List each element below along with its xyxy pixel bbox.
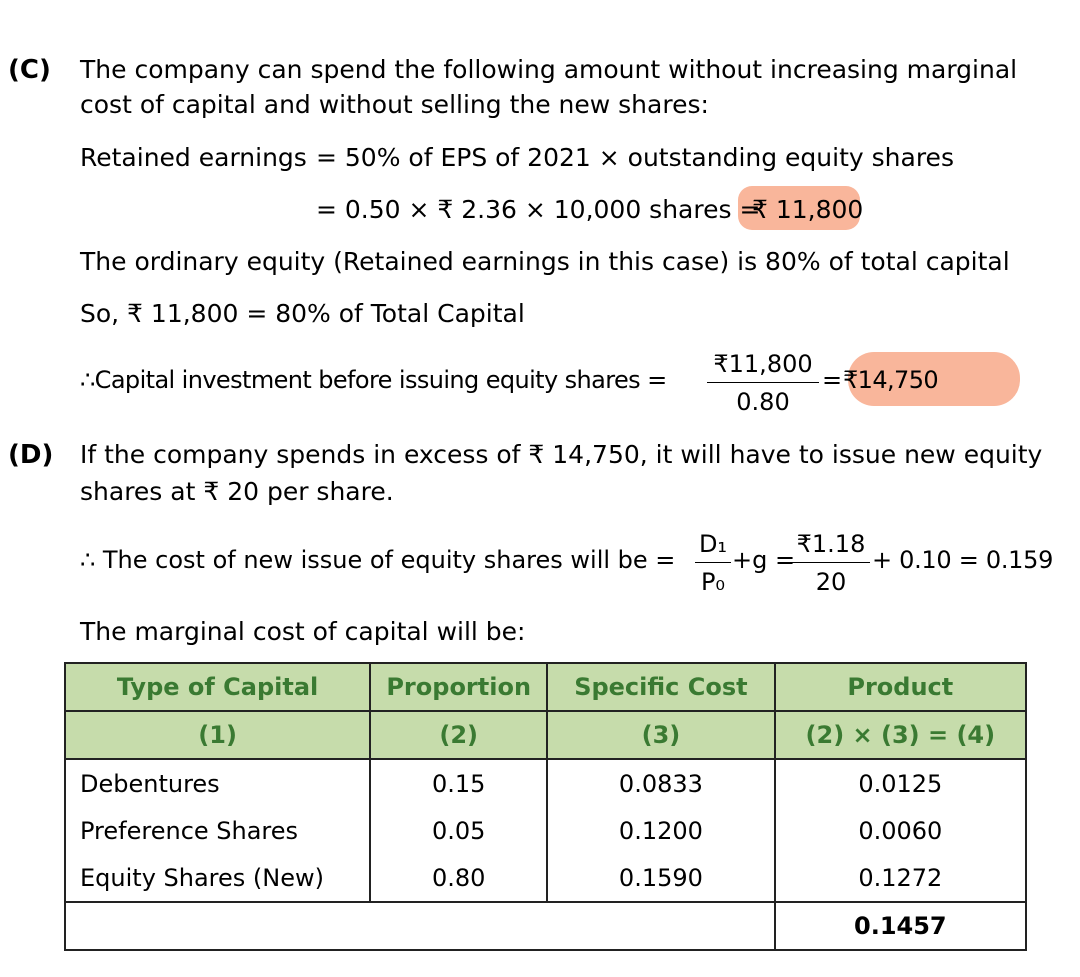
fraction-denominator: 0.80 xyxy=(736,388,790,416)
section-d-label: (D) xyxy=(8,440,54,470)
fraction-bar xyxy=(792,562,870,563)
total-product: 0.1457 xyxy=(775,902,1026,950)
header-type-of-capital: Type of Capital xyxy=(65,663,370,711)
table-header-row xyxy=(65,663,1026,711)
section-c-label: (C) xyxy=(8,55,51,85)
total-blank-cell xyxy=(65,902,775,950)
cell-specific-cost: 0.0833 xyxy=(547,759,774,807)
cell-specific-cost: 0.1200 xyxy=(547,807,774,854)
subheader-2: (2) xyxy=(370,711,547,759)
cell-type: Equity Shares (New) xyxy=(65,854,370,902)
table-row xyxy=(65,759,1026,807)
table-total-row xyxy=(65,902,1026,950)
subheader-4: (2) × (3) = (4) xyxy=(775,711,1026,759)
cell-product: 0.0060 xyxy=(775,807,1026,854)
table-row xyxy=(65,807,1026,854)
section-c-line1: The company can spend the following amount without increasing marginal xyxy=(80,55,1018,84)
ordinary-equity-line: The ordinary equity (Retained earnings in this case) is 80% of total capital xyxy=(80,247,1010,276)
subheader-1: (1) xyxy=(65,711,370,759)
capital-investment-result: ₹14,750 xyxy=(843,366,939,394)
fraction-bar xyxy=(707,382,819,383)
fraction-denominator: 20 xyxy=(815,568,847,596)
header-specific-cost: Specific Cost xyxy=(547,663,774,711)
header-proportion: Proportion xyxy=(370,663,547,711)
cell-type: Debentures xyxy=(65,759,370,807)
cell-proportion: 0.80 xyxy=(370,854,547,902)
dividend-price-fraction xyxy=(792,530,870,596)
marginal-cost-line: The marginal cost of capital will be: xyxy=(80,617,526,646)
subheader-3: (3) xyxy=(547,711,774,759)
section-d-line1: If the company spends in excess of ₹ 14,750, it will have to issue new equity xyxy=(80,440,1043,469)
cost-new-issue-label: ∴ The cost of new issue of equity shares will be = xyxy=(80,546,676,574)
section-c-line2: cost of capital and without selling the new shares: xyxy=(80,90,709,119)
cell-proportion: 0.05 xyxy=(370,807,547,854)
retained-earnings-label: Retained earnings xyxy=(80,143,307,172)
marginal-cost-table xyxy=(64,662,1027,951)
capital-investment-fraction xyxy=(707,350,819,416)
table-subheader-row xyxy=(65,711,1026,759)
cell-product: 0.0125 xyxy=(775,759,1026,807)
capital-investment-label: ∴Capital investment before issuing equity shares = xyxy=(80,366,667,394)
cost-new-issue-result: + 0.10 = 0.159 xyxy=(872,546,1054,574)
retained-earnings-result: ₹ 11,800 xyxy=(752,195,864,224)
table-row xyxy=(65,854,1026,902)
fraction-numerator: ₹1.18 xyxy=(796,530,866,558)
cell-proportion: 0.15 xyxy=(370,759,547,807)
fraction-numerator: ₹11,800 xyxy=(713,350,813,378)
cell-specific-cost: 0.1590 xyxy=(547,854,774,902)
capital-investment-equals: = xyxy=(822,366,842,394)
cell-product: 0.1272 xyxy=(775,854,1026,902)
cell-type: Preference Shares xyxy=(65,807,370,854)
so-line: So, ₹ 11,800 = 80% of Total Capital xyxy=(80,299,525,328)
section-d-line2: shares at ₹ 20 per share. xyxy=(80,477,394,506)
header-product: Product xyxy=(775,663,1026,711)
retained-earnings-eq2: = 0.50 × ₹ 2.36 × 10,000 shares = xyxy=(316,195,761,224)
retained-earnings-eq1: = 50% of EPS of 2021 × outstanding equity shares xyxy=(316,143,954,172)
fraction-bar xyxy=(695,562,731,563)
fraction-numerator: D₁ xyxy=(698,530,728,558)
fraction-denominator: P₀ xyxy=(700,568,726,596)
d1-p0-fraction xyxy=(695,530,731,596)
plus-g: +g = xyxy=(732,546,796,574)
